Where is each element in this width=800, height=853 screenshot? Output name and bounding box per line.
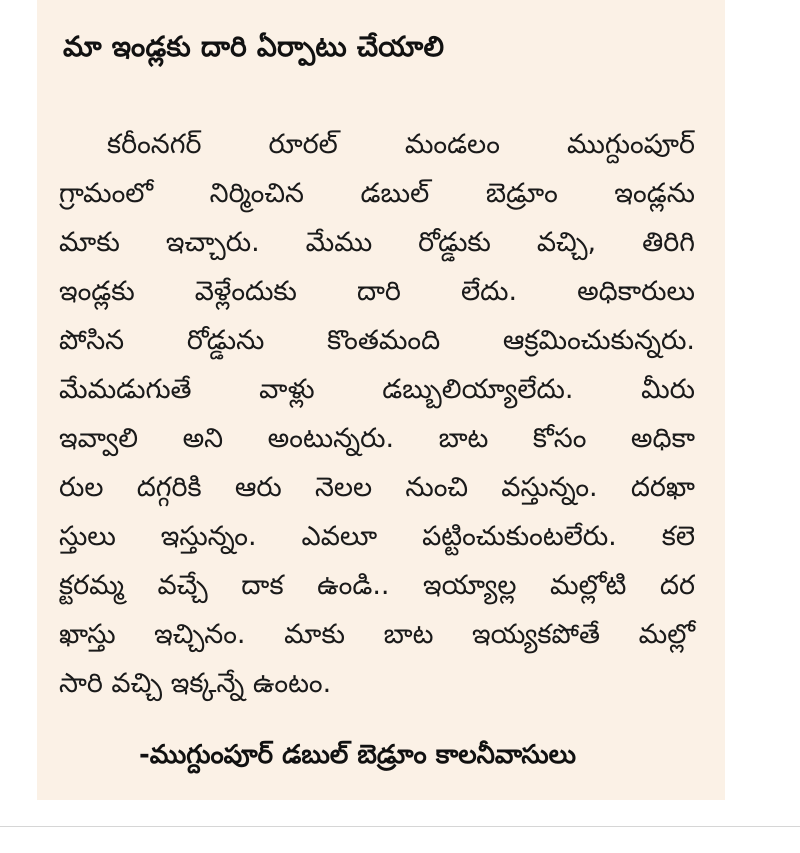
article-line: మాకు ఇచ్చారు. మేము రోడ్డుకు వచ్చి, తిరిగి [59,227,695,258]
bottom-divider [0,826,800,827]
article-line: రుల దగ్గరికి ఆరు నెలల నుంచి వస్తున్నం. దరఖా [59,472,695,503]
article-line: సారి వచ్చి ఇక్కన్నే ఉంటం. [59,668,332,699]
article-line: ఖాస్తు ఇచ్చినం. మాకు బాట ఇయ్యకపోతే మల్లో [59,619,695,650]
article-line: ఇండ్లకు వెళ్లేందుకు దారి లేదు. అధికారులు [59,276,695,307]
article-line: క్టరమ్మ వచ్చే దాక ఉండి.. ఇయ్యాల్ల మల్లోటి దర [59,570,695,601]
article-line: కరీంనగర్ రూరల్ మండలం ముగ్దుంపూర్ [107,129,695,160]
article-line: స్తులు ఇస్తున్నం. ఎవలూ పట్టించుకుంటలేరు. కలె [59,521,695,552]
article-body [59,120,695,708]
article-line: మేమడుగుతే వాళ్లు డబ్బులియ్యాలేదు. మీరు [59,374,695,405]
article-line: గ్రామంలో నిర్మించిన డబుల్ బెడ్రూం ఇండ్లను [59,178,695,209]
article-line: ఇవ్వాలి అని అంటున్నరు. బాట కోసం అధికా [59,423,695,454]
newspaper-clipping [37,0,725,800]
article-line: పోసిన రోడ్డును కొంతమంది ఆక్రమించుకున్నరు. [59,325,695,356]
article-signature: -ముగ్దుంపూర్ డబుల్ బెడ్రూం కాలనీవాసులు [139,740,577,770]
article-headline: మా ఇండ్లకు దారి ఏర్పాటు చేయాలి [63,30,445,63]
